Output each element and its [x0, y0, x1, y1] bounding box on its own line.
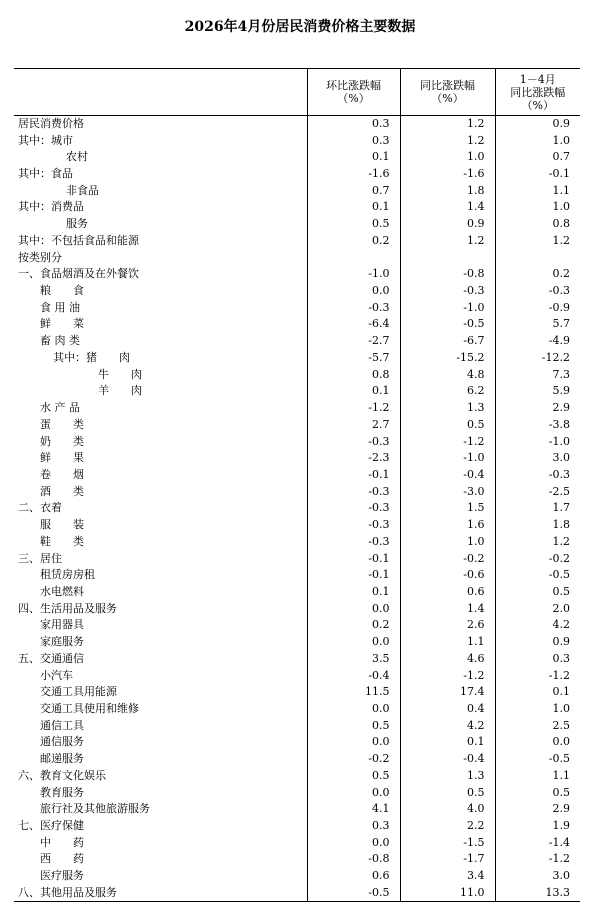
cell-yoy: -1.0 [400, 299, 495, 316]
cell-yoy: 1.2 [400, 132, 495, 149]
row-label: 食 用 油 [40, 300, 80, 314]
table-row [14, 651, 580, 668]
cell-ytd: -0.3 [495, 283, 580, 300]
cell-mom: 0.5 [307, 216, 400, 233]
cell-yoy: 0.5 [400, 784, 495, 801]
cell-mom: -0.4 [307, 667, 400, 684]
cell-mom: 0.0 [307, 784, 400, 801]
cell-mom: -5.7 [307, 350, 400, 367]
cell-mom: 0.0 [307, 834, 400, 851]
cell-yoy: 1.0 [400, 149, 495, 166]
table-row [14, 701, 580, 718]
row-label-cell [14, 651, 307, 668]
cell-ytd: -1.0 [495, 433, 580, 450]
cell-yoy: 1.2 [400, 116, 495, 133]
table-row [14, 350, 580, 367]
row-label-cell [14, 433, 307, 450]
row-label: 羊 肉 [98, 384, 142, 398]
table-row [14, 818, 580, 835]
row-label: 通信工具 [40, 718, 84, 732]
cell-mom: -0.1 [307, 550, 400, 567]
cell-mom: 0.1 [307, 149, 400, 166]
cell-ytd: 0.5 [495, 784, 580, 801]
cell-ytd: 1.2 [495, 233, 580, 250]
table-row [14, 216, 580, 233]
cell-yoy: 1.1 [400, 634, 495, 651]
row-label: 按类别分 [18, 250, 62, 264]
row-label-cell [14, 550, 307, 567]
table-row [14, 333, 580, 350]
cell-yoy: 1.4 [400, 600, 495, 617]
cell-mom: -1.2 [307, 400, 400, 417]
cell-mom: -0.3 [307, 483, 400, 500]
cell-ytd: -1.2 [495, 851, 580, 868]
cell-mom: 4.1 [307, 801, 400, 818]
cell-ytd: -1.2 [495, 667, 580, 684]
cell-yoy: -0.3 [400, 283, 495, 300]
page-title: 2026年4月份居民消费价格主要数据 [184, 19, 416, 35]
cell-ytd: 0.9 [495, 634, 580, 651]
cell-mom: -2.7 [307, 333, 400, 350]
cell-yoy: 1.3 [400, 768, 495, 785]
row-label: 农村 [66, 150, 88, 164]
header-yoy-line-1: 同比涨跌幅 [420, 79, 475, 92]
row-label: 中 药 [40, 835, 84, 849]
cell-ytd: -0.3 [495, 467, 580, 484]
table-row [14, 851, 580, 868]
row-label: 七、医疗保健 [18, 819, 84, 833]
header-ytd-line-1: 1－4月 [519, 72, 556, 86]
table-row [14, 584, 580, 601]
table-row [14, 600, 580, 617]
cell-ytd: 0.8 [495, 216, 580, 233]
row-label-cell [14, 283, 307, 300]
row-label: 西 药 [40, 852, 84, 866]
row-label-cell [14, 533, 307, 550]
cell-yoy: 0.6 [400, 584, 495, 601]
header-ytd-line-3: （%） [521, 98, 554, 112]
table-row [14, 617, 580, 634]
cell-mom [307, 249, 400, 266]
cell-ytd: 5.9 [495, 383, 580, 400]
cell-yoy: -1.5 [400, 834, 495, 851]
row-label-cell [14, 450, 307, 467]
cell-ytd: 0.0 [495, 734, 580, 751]
table-row [14, 834, 580, 851]
row-label: 居民消费价格 [18, 117, 84, 131]
row-label: 家用器具 [40, 618, 84, 632]
cell-ytd: 0.9 [495, 116, 580, 133]
cell-yoy: 0.5 [400, 416, 495, 433]
cell-mom: 0.0 [307, 701, 400, 718]
row-label-cell [14, 350, 307, 367]
table-row [14, 383, 580, 400]
cell-yoy: -15.2 [400, 350, 495, 367]
cell-ytd: 3.0 [495, 450, 580, 467]
cell-yoy: 2.2 [400, 818, 495, 835]
table-row [14, 684, 580, 701]
cell-ytd: -12.2 [495, 350, 580, 367]
row-label: 蛋 类 [40, 417, 84, 431]
table-row [14, 483, 580, 500]
cell-yoy: -3.0 [400, 483, 495, 500]
table-row [14, 885, 580, 902]
row-label: 一、食品烟酒及在外餐饮 [18, 267, 139, 281]
row-label: 通信服务 [40, 735, 84, 749]
cell-ytd [495, 249, 580, 266]
table-row [14, 149, 580, 166]
cell-yoy: 1.6 [400, 517, 495, 534]
row-label: 六、教育文化娱乐 [18, 768, 106, 782]
cell-mom: -0.1 [307, 467, 400, 484]
table-row [14, 717, 580, 734]
row-label-cell [14, 885, 307, 902]
cell-yoy: -0.4 [400, 751, 495, 768]
cell-ytd: 2.5 [495, 717, 580, 734]
row-label-cell [14, 216, 307, 233]
row-label-cell [14, 801, 307, 818]
row-label-cell [14, 517, 307, 534]
cell-mom: -0.3 [307, 299, 400, 316]
cell-yoy: 1.4 [400, 199, 495, 216]
row-label: 牛 肉 [98, 367, 142, 381]
row-label-cell [14, 233, 307, 250]
cell-yoy: 1.2 [400, 233, 495, 250]
cell-ytd: -3.8 [495, 416, 580, 433]
row-label-cell [14, 483, 307, 500]
table-row [14, 751, 580, 768]
row-label-cell [14, 116, 307, 133]
cell-yoy: 2.6 [400, 617, 495, 634]
row-label: 服 装 [40, 518, 84, 532]
cell-yoy: 1.8 [400, 182, 495, 199]
cell-yoy: -1.6 [400, 166, 495, 183]
row-label: 其中：猪 肉 [53, 350, 130, 364]
cell-ytd: 0.3 [495, 651, 580, 668]
table-row [14, 400, 580, 417]
cell-yoy: 0.4 [400, 701, 495, 718]
table-row [14, 567, 580, 584]
cell-ytd: 13.3 [495, 885, 580, 902]
cell-mom: -2.3 [307, 450, 400, 467]
row-label: 鲜 菜 [40, 317, 84, 331]
table-row [14, 166, 580, 183]
row-label-cell [14, 366, 307, 383]
row-label: 畜 肉 类 [40, 334, 80, 348]
row-label-cell [14, 166, 307, 183]
row-label-cell [14, 701, 307, 718]
cell-ytd: 1.7 [495, 500, 580, 517]
row-label-cell [14, 584, 307, 601]
row-label: 非食品 [66, 183, 99, 197]
table-row [14, 316, 580, 333]
header-ytd-line-2: 同比涨跌幅 [510, 85, 566, 99]
cell-mom: 0.6 [307, 868, 400, 885]
header-mom [307, 69, 400, 116]
cell-yoy: -0.4 [400, 467, 495, 484]
cell-mom: -0.8 [307, 851, 400, 868]
row-label: 交通工具使用和维修 [40, 702, 139, 716]
row-label: 鲜 果 [40, 451, 84, 465]
row-label: 租赁房房租 [40, 568, 95, 582]
cell-yoy: 1.0 [400, 533, 495, 550]
cell-mom: -0.3 [307, 500, 400, 517]
table-row [14, 450, 580, 467]
cell-yoy: 4.6 [400, 651, 495, 668]
cell-mom: 0.2 [307, 617, 400, 634]
table-row [14, 533, 580, 550]
table-body [14, 116, 580, 902]
cell-ytd: 1.1 [495, 768, 580, 785]
row-label-cell [14, 299, 307, 316]
cell-ytd: 0.5 [495, 584, 580, 601]
table-row [14, 734, 580, 751]
cell-ytd: -4.9 [495, 333, 580, 350]
cell-mom: 0.1 [307, 383, 400, 400]
cell-mom: 0.0 [307, 283, 400, 300]
row-label-cell [14, 600, 307, 617]
cell-yoy: -0.6 [400, 567, 495, 584]
header-mom-line-1: 环比涨跌幅 [326, 79, 381, 92]
cell-ytd: -0.1 [495, 166, 580, 183]
row-label: 五、交通通信 [18, 651, 84, 665]
cell-ytd: -1.4 [495, 834, 580, 851]
row-label-cell [14, 567, 307, 584]
cell-yoy: 0.9 [400, 216, 495, 233]
cell-ytd: 0.1 [495, 684, 580, 701]
row-label-cell [14, 851, 307, 868]
cell-yoy: 3.4 [400, 868, 495, 885]
row-label: 奶 类 [40, 434, 84, 448]
row-label-cell [14, 400, 307, 417]
cell-mom: -0.1 [307, 567, 400, 584]
cell-yoy: 4.8 [400, 366, 495, 383]
row-label-cell [14, 149, 307, 166]
cell-yoy: -0.5 [400, 316, 495, 333]
header-ytd [495, 69, 580, 116]
row-label-cell [14, 734, 307, 751]
table-row [14, 801, 580, 818]
row-label: 八、其他用品及服务 [18, 885, 117, 899]
table-row [14, 667, 580, 684]
cell-mom: -0.3 [307, 517, 400, 534]
row-label-cell [14, 768, 307, 785]
cell-mom: 0.1 [307, 199, 400, 216]
header-item-column [14, 69, 307, 116]
row-label-cell [14, 717, 307, 734]
row-label: 其中：消费品 [18, 200, 84, 214]
row-label: 小汽车 [40, 668, 73, 682]
row-label: 粮 食 [40, 284, 84, 298]
cell-yoy: 1.3 [400, 400, 495, 417]
cell-yoy: 17.4 [400, 684, 495, 701]
row-label-cell [14, 182, 307, 199]
cell-ytd: 1.0 [495, 132, 580, 149]
cell-mom: -1.6 [307, 166, 400, 183]
header-yoy [400, 69, 495, 116]
row-label: 邮递服务 [40, 752, 84, 766]
cell-mom: 2.7 [307, 416, 400, 433]
row-label-cell [14, 834, 307, 851]
table-row [14, 634, 580, 651]
row-label: 家庭服务 [40, 635, 84, 649]
row-label: 教育服务 [40, 785, 84, 799]
cell-mom: -0.3 [307, 433, 400, 450]
cell-yoy [400, 249, 495, 266]
row-label: 水 产 品 [40, 401, 80, 415]
cell-mom: 3.5 [307, 651, 400, 668]
cell-mom: 0.5 [307, 717, 400, 734]
cell-mom: 0.0 [307, 600, 400, 617]
cell-mom: 0.3 [307, 116, 400, 133]
table-row [14, 433, 580, 450]
row-label: 酒 类 [40, 484, 84, 498]
row-label-cell [14, 249, 307, 266]
cell-ytd: 1.1 [495, 182, 580, 199]
cell-ytd: 1.0 [495, 199, 580, 216]
cell-mom: 11.5 [307, 684, 400, 701]
cell-yoy: -0.8 [400, 266, 495, 283]
row-label-cell [14, 667, 307, 684]
row-label: 其中：城市 [18, 133, 73, 147]
cell-mom: -1.0 [307, 266, 400, 283]
row-label: 四、生活用品及服务 [18, 601, 117, 615]
row-label-cell [14, 751, 307, 768]
cell-ytd: 4.2 [495, 617, 580, 634]
cell-ytd: 7.3 [495, 366, 580, 383]
header-yoy-line-2: （%） [431, 92, 464, 105]
table-row [14, 116, 580, 133]
cell-yoy: -0.2 [400, 550, 495, 567]
cell-yoy: -1.7 [400, 851, 495, 868]
row-label: 服务 [66, 217, 88, 231]
cell-ytd: 2.9 [495, 801, 580, 818]
table-row [14, 550, 580, 567]
cell-yoy: -6.7 [400, 333, 495, 350]
table-row [14, 500, 580, 517]
row-label: 旅行社及其他旅游服务 [40, 802, 150, 816]
cell-yoy: 1.5 [400, 500, 495, 517]
table-header-row [14, 69, 580, 116]
row-label-cell [14, 383, 307, 400]
row-label: 其中：食品 [18, 167, 73, 181]
cell-mom: -0.5 [307, 885, 400, 902]
cell-mom: 0.1 [307, 584, 400, 601]
cell-yoy: 4.0 [400, 801, 495, 818]
cell-ytd: 1.8 [495, 517, 580, 534]
cell-mom: 0.3 [307, 818, 400, 835]
row-label-cell [14, 316, 307, 333]
table-row [14, 283, 580, 300]
cell-ytd: 0.2 [495, 266, 580, 283]
cell-yoy: -1.2 [400, 667, 495, 684]
row-label: 医疗服务 [40, 869, 84, 883]
table-row [14, 199, 580, 216]
row-label-cell [14, 467, 307, 484]
table-row [14, 182, 580, 199]
cell-mom: 0.2 [307, 233, 400, 250]
table-row [14, 768, 580, 785]
cell-mom: -0.2 [307, 751, 400, 768]
cell-mom: 0.7 [307, 182, 400, 199]
row-label-cell [14, 199, 307, 216]
row-label-cell [14, 684, 307, 701]
cell-ytd: 0.7 [495, 149, 580, 166]
header-mom-line-2: （%） [337, 92, 370, 105]
table-row [14, 784, 580, 801]
cell-ytd: 2.0 [495, 600, 580, 617]
row-label: 二、衣着 [18, 501, 62, 515]
table-row [14, 366, 580, 383]
cell-mom: 0.0 [307, 634, 400, 651]
cell-yoy: 6.2 [400, 383, 495, 400]
cell-mom: 0.3 [307, 132, 400, 149]
row-label-cell [14, 784, 307, 801]
cell-ytd: 5.7 [495, 316, 580, 333]
cell-ytd: -2.5 [495, 483, 580, 500]
row-label-cell [14, 132, 307, 149]
table-row [14, 868, 580, 885]
row-label-cell [14, 868, 307, 885]
table-row [14, 517, 580, 534]
row-label: 卷 烟 [40, 467, 84, 481]
table-row [14, 467, 580, 484]
cell-ytd: 2.9 [495, 400, 580, 417]
cpi-data-table [14, 68, 580, 902]
cell-ytd: 3.0 [495, 868, 580, 885]
row-label: 交通工具用能源 [40, 685, 117, 699]
cell-mom: -0.3 [307, 533, 400, 550]
cell-ytd: 1.2 [495, 533, 580, 550]
cell-ytd: -0.2 [495, 550, 580, 567]
row-label: 鞋 类 [40, 534, 84, 548]
cell-mom: 0.8 [307, 366, 400, 383]
cell-ytd: 1.0 [495, 701, 580, 718]
row-label-cell [14, 818, 307, 835]
row-label: 水电燃料 [40, 584, 84, 598]
cell-ytd: -0.5 [495, 567, 580, 584]
cell-yoy: 11.0 [400, 885, 495, 902]
table-row [14, 233, 580, 250]
cell-mom: -6.4 [307, 316, 400, 333]
table-row [14, 249, 580, 266]
cell-yoy: -1.2 [400, 433, 495, 450]
cell-mom: 0.0 [307, 734, 400, 751]
row-label-cell [14, 500, 307, 517]
row-label-cell [14, 416, 307, 433]
cell-ytd: -0.5 [495, 751, 580, 768]
cell-yoy: 0.1 [400, 734, 495, 751]
row-label-cell [14, 333, 307, 350]
table-row [14, 416, 580, 433]
row-label-cell [14, 634, 307, 651]
table-row [14, 132, 580, 149]
row-label: 其中：不包括食品和能源 [18, 233, 139, 247]
table-row [14, 266, 580, 283]
row-label: 三、居住 [18, 551, 62, 565]
cell-yoy: -1.0 [400, 450, 495, 467]
cell-ytd: 1.9 [495, 818, 580, 835]
row-label-cell [14, 617, 307, 634]
cell-ytd: -0.9 [495, 299, 580, 316]
table-row [14, 299, 580, 316]
row-label-cell [14, 266, 307, 283]
cell-yoy: 4.2 [400, 717, 495, 734]
cell-mom: 0.5 [307, 768, 400, 785]
